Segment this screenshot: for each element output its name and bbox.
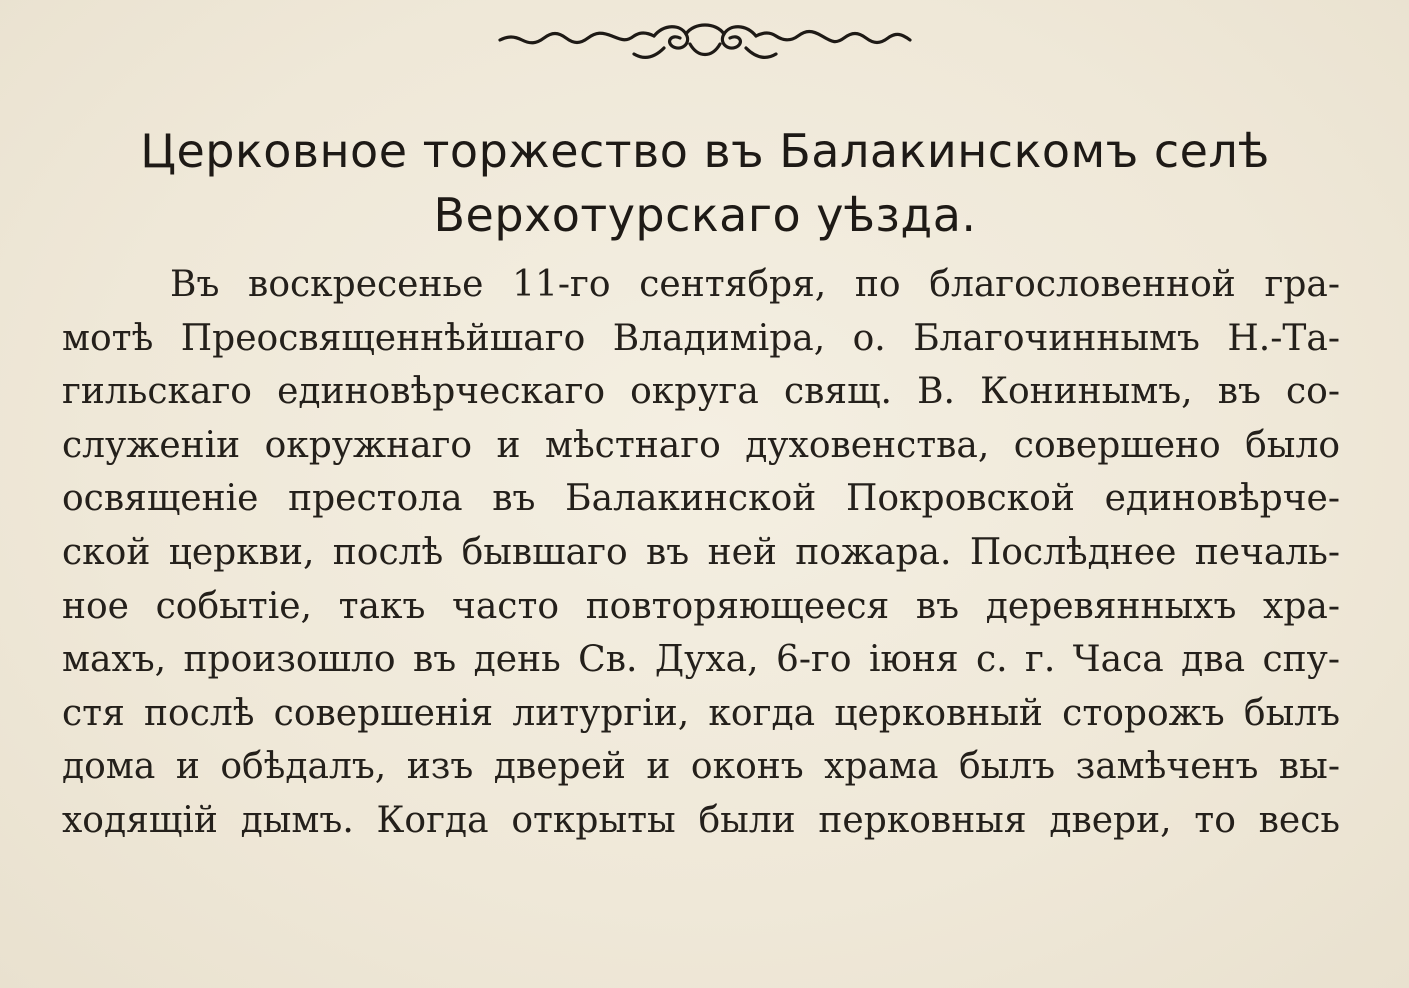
- text-line: ходящій дымъ. Когда открыты были перковныя двери, то весь: [62, 799, 1340, 841]
- text-line: стя послѣ совершенія литургіи, когда церковный сторожъ былъ: [62, 692, 1340, 734]
- text-line: служеніи окружнаго и мѣстнаго духовенства, совершено было: [62, 424, 1340, 466]
- article-title-line-1: Церковное торжество въ Балакинскомъ селѣ: [140, 124, 1270, 178]
- article-body: [62, 258, 1340, 848]
- text-line: махъ, произошло въ день Св. Духа, 6-го іюня с. г. Часа два спу-: [62, 639, 1340, 681]
- text-line: ской церкви, послѣ бывшаго въ ней пожара. Послѣднее печаль-: [62, 531, 1340, 573]
- text-line: дома и обѣдалъ, изъ дверей и оконъ храма былъ замѣченъ вы-: [62, 746, 1340, 788]
- ornamental-divider-icon: [494, 14, 916, 70]
- text-line: Въ воскресенье 11-го сентября, по благословенной гра-: [170, 264, 1340, 305]
- text-line: гильскаго единовѣрческаго округа свящ. В. Конинымъ, въ со-: [62, 371, 1340, 413]
- text-line: освященіе престола въ Балакинской Покровской единовѣрче-: [62, 478, 1340, 520]
- text-line: ное событіе, такъ часто повторяющееся въ деревянныхъ хра-: [62, 585, 1340, 627]
- text-line: мотѣ Преосвященнѣйшаго Владиміра, о. Благочиннымъ Н.-Та-: [62, 317, 1340, 359]
- article-title-line-2: Верхотурскаго уѣзда.: [433, 188, 977, 242]
